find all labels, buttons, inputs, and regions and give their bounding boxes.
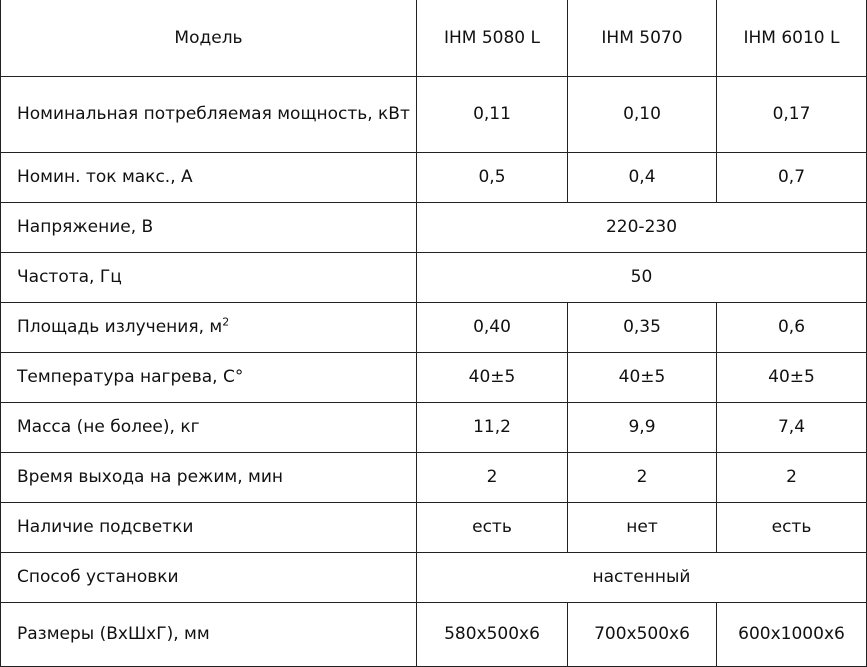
cell-value: 580х500х6 [417,602,568,666]
cell-value: 0,10 [568,76,717,152]
row-label: Способ установки [1,552,417,602]
cell-value: 0,11 [417,76,568,152]
table-row-voltage [1,202,867,252]
cell-value: есть [717,502,867,552]
cell-value: 11,2 [417,402,568,452]
table-row-mass [1,402,867,452]
cell-merged-value: настенный [417,552,867,602]
table-row-frequency [1,252,867,302]
row-label: Номин. ток макс., А [1,152,417,202]
header-model-3: IHM 6010 L [717,0,867,76]
table-row-power [1,76,867,152]
table-row-temperature [1,352,867,402]
cell-value: 0,40 [417,302,568,352]
cell-value: 0,5 [417,152,568,202]
cell-value: 700х500х6 [568,602,717,666]
table-row-backlight [1,502,867,552]
header-model-1: IHM 5080 L [417,0,568,76]
row-label: Время выхода на режим, мин [1,452,417,502]
row-label: Температура нагрева, С° [1,352,417,402]
cell-value: есть [417,502,568,552]
row-label: Напряжение, В [1,202,417,252]
table-row-mounting [1,552,867,602]
header-model-2: IHM 5070 [568,0,717,76]
table-row-current [1,152,867,202]
cell-value: 40±5 [717,352,867,402]
cell-value: 2 [568,452,717,502]
cell-value: 2 [417,452,568,502]
row-label [1,302,417,352]
cell-value: 0,35 [568,302,717,352]
row-label: Размеры (ВхШхГ), мм [1,602,417,666]
header-model-label: Модель [1,0,417,76]
cell-value: 40±5 [417,352,568,402]
cell-value: 600х1000х6 [717,602,867,666]
cell-value: 40±5 [568,352,717,402]
table-row-radiation-area [1,302,867,352]
row-label: Номинальная потребляемая мощность, кВт [1,76,417,152]
row-label-text: Площадь излучения, м [17,317,223,337]
cell-merged-value: 50 [417,252,867,302]
cell-value: 7,4 [717,402,867,452]
table-row-warmup-time [1,452,867,502]
row-label: Масса (не более), кг [1,402,417,452]
cell-value: 2 [717,452,867,502]
cell-value: 9,9 [568,402,717,452]
row-label: Частота, Гц [1,252,417,302]
row-label: Наличие подсветки [1,502,417,552]
table-row-dimensions [1,602,867,666]
cell-value: 0,6 [717,302,867,352]
cell-value: 0,4 [568,152,717,202]
cell-value: нет [568,502,717,552]
cell-value: 0,17 [717,76,867,152]
cell-merged-value: 220-230 [417,202,867,252]
cell-value: 0,7 [717,152,867,202]
table-header-row [1,0,867,76]
row-label-superscript: 2 [222,315,230,329]
